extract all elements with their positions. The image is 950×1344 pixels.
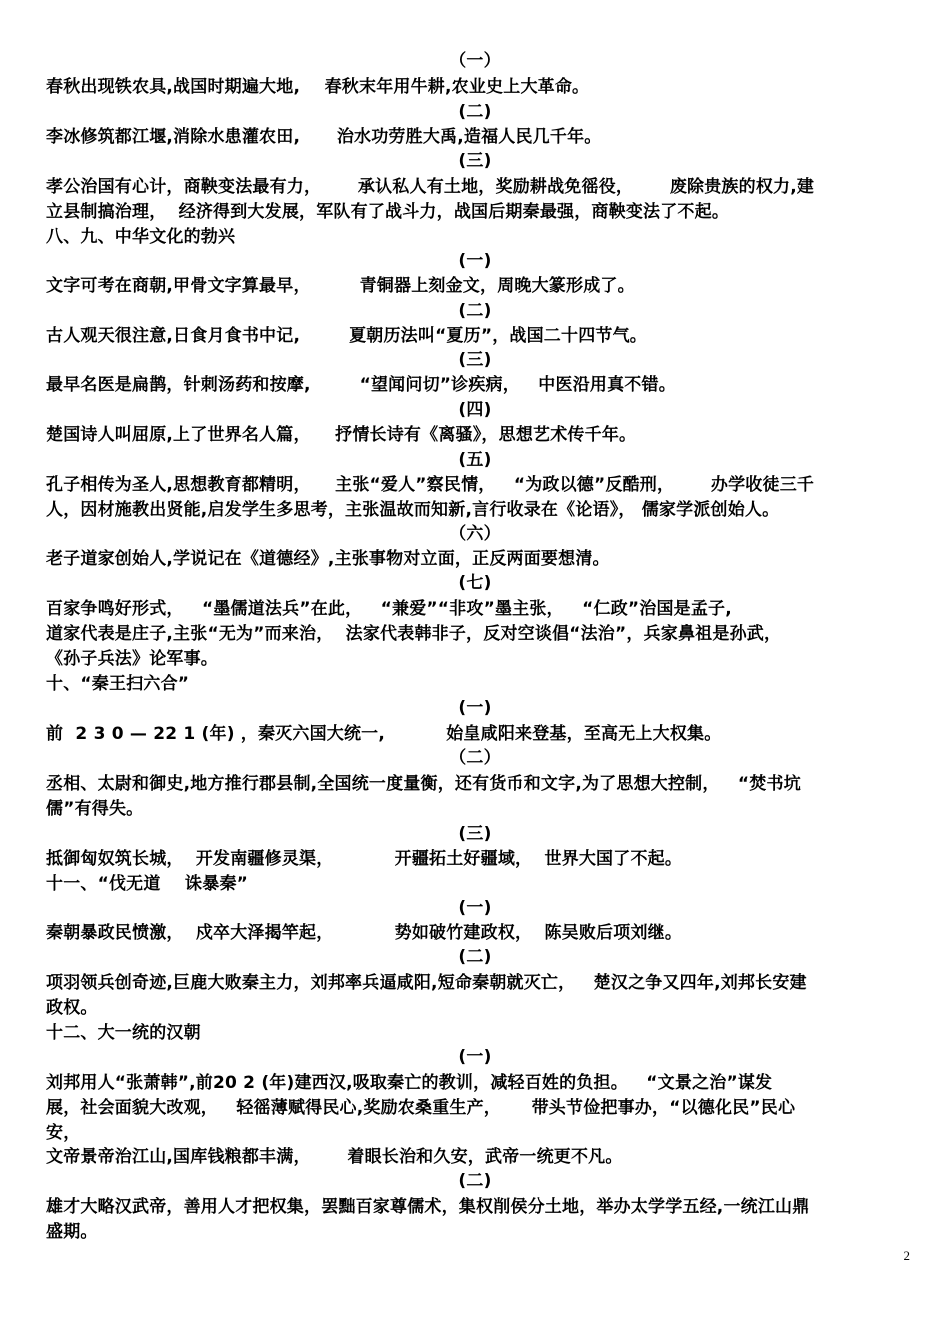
section-heading: (三) xyxy=(458,350,492,370)
text-line: 前 2 3 0 — 22 1 (年) ，秦灭六国大统一, 始皇咸阳来登基，至高无上大权集。 xyxy=(46,724,722,744)
section-heading: (七) xyxy=(458,573,492,593)
text-line: 道家代表是庄子,主张“无为”而来治， 法家代表韩非子，反对空谈倡“法治”，兵家鼻祖是孙武， xyxy=(46,624,782,644)
text-line: 展，社会面貌大改观， 轻徭薄赋得民心,奖励农桑重生产， 带头节俭把事办，“以德化民”民心 xyxy=(46,1098,796,1118)
page-number: 2 xyxy=(903,1248,910,1263)
text-line: 项羽领兵创奇迹,巨鹿大败秦主力，刘邦率兵逼咸阳,短命秦朝就灭亡， 楚汉之争又四年,刘邦长安建 xyxy=(46,973,807,993)
section-heading: （六） xyxy=(449,524,501,544)
text-line: 人，因材施教出贤能,启发学生多思考，主张温故而知新,言行收录在《论语》， 儒家学派创始人。 xyxy=(46,500,780,520)
text-line: 孝公治国有心计，商鞅变法最有力， 承认私人有土地，奖励耕战免徭役， 废除贵族的权力,建 xyxy=(46,177,815,197)
text-line: 楚国诗人叫屈原,上了世界名人篇， 抒情长诗有《离骚》，思想艺术传千年。 xyxy=(46,425,637,445)
text-line: 孔子相传为圣人,思想教育都精明， 主张“爱人”察民情， “为政以德”反酷刑， 办学收徒三千 xyxy=(46,475,815,495)
section-heading: (二) xyxy=(458,301,492,321)
chapter-heading: 十二、大一统的汉朝 xyxy=(46,1023,201,1043)
text-line: 安， xyxy=(46,1123,81,1143)
text-line: 文字可考在商朝,甲骨文字算最早， 青铜器上刻金文，周晚大篆形成了。 xyxy=(46,276,635,296)
section-heading: (一) xyxy=(458,898,492,918)
section-heading: (四) xyxy=(458,400,492,420)
text-line: 古人观天很注意,日食月食书中记, 夏朝历法叫“夏历”，战国二十四节气。 xyxy=(46,326,648,346)
text-line: 儒”有得失。 xyxy=(46,799,144,819)
text-line: 雄才大略汉武帝，善用人才把权集，罢黜百家尊儒术，集权削侯分土地，举办太学学五经,一统江山鼎 xyxy=(46,1197,810,1217)
section-heading: (三) xyxy=(458,151,492,171)
text-line: 最早名医是扁鹊，针刺汤药和按摩, “望闻问切”诊疾病， 中医沿用真不错。 xyxy=(46,375,676,395)
text-line: 老子道家创始人,学说记在《道德经》,主张事物对立面，正反两面要想清。 xyxy=(46,549,610,569)
section-heading: （一） xyxy=(449,51,501,71)
section-heading: (一) xyxy=(458,698,492,718)
text-line: 《孙子兵法》论军事。 xyxy=(46,649,218,669)
text-line: 政权。 xyxy=(46,998,98,1018)
text-line: 百家争鸣好形式， “墨儒道法兵”在此， “兼爱”“非攻”墨主张， “仁政”治国是孟子, xyxy=(46,599,732,619)
section-heading: (二) xyxy=(458,102,492,122)
chapter-heading: 八、九、中华文化的勃兴 xyxy=(46,227,236,247)
text-line: 春秋出现铁农具,战国时期遍大地, 春秋末年用牛耕,农业史上大革命。 xyxy=(46,77,590,97)
text-line: 盛期。 xyxy=(46,1222,98,1242)
text-line: 刘邦用人“张萧韩”,前20 2 (年)建西汉,吸取秦亡的教训，减轻百姓的负担。 “文景之治”谋发 xyxy=(46,1073,773,1093)
section-heading: (一) xyxy=(458,1047,492,1067)
text-line: 立县制搞治理， 经济得到大发展，军队有了战斗力，战国后期秦最强，商鞅变法了不起。 xyxy=(46,202,730,222)
section-heading: (二) xyxy=(458,1171,492,1191)
section-heading: （二） xyxy=(449,748,501,768)
section-heading: (五) xyxy=(458,450,492,470)
text-line: 抵御匈奴筑长城， 开发南疆修灵渠， 开疆拓土好疆域， 世界大国了不起。 xyxy=(46,849,683,869)
text-line: 秦朝暴政民愤激， 戍卒大泽揭竿起， 势如破竹建政权， 陈吴败后项刘继。 xyxy=(46,923,683,943)
chapter-heading: 十一、“伐无道 诛暴秦” xyxy=(46,874,249,894)
text-line: 李冰修筑都江堰,消除水患灌农田, 治水功劳胜大禹,造福人民几千年。 xyxy=(46,127,602,147)
text-line: 文帝景帝治江山,国库钱粮都丰满， 着眼长治和久安，武帝一统更不凡。 xyxy=(46,1147,623,1167)
section-heading: (三) xyxy=(458,824,492,844)
text-line: 丞相、太尉和御史,地方推行郡县制,全国统一度量衡，还有货币和文字,为了思想大控制， “焚书坑 xyxy=(46,774,801,794)
section-heading: (一) xyxy=(458,251,492,271)
section-heading: (二) xyxy=(458,947,492,967)
chapter-heading: 十、“秦王扫六合” xyxy=(46,674,190,694)
